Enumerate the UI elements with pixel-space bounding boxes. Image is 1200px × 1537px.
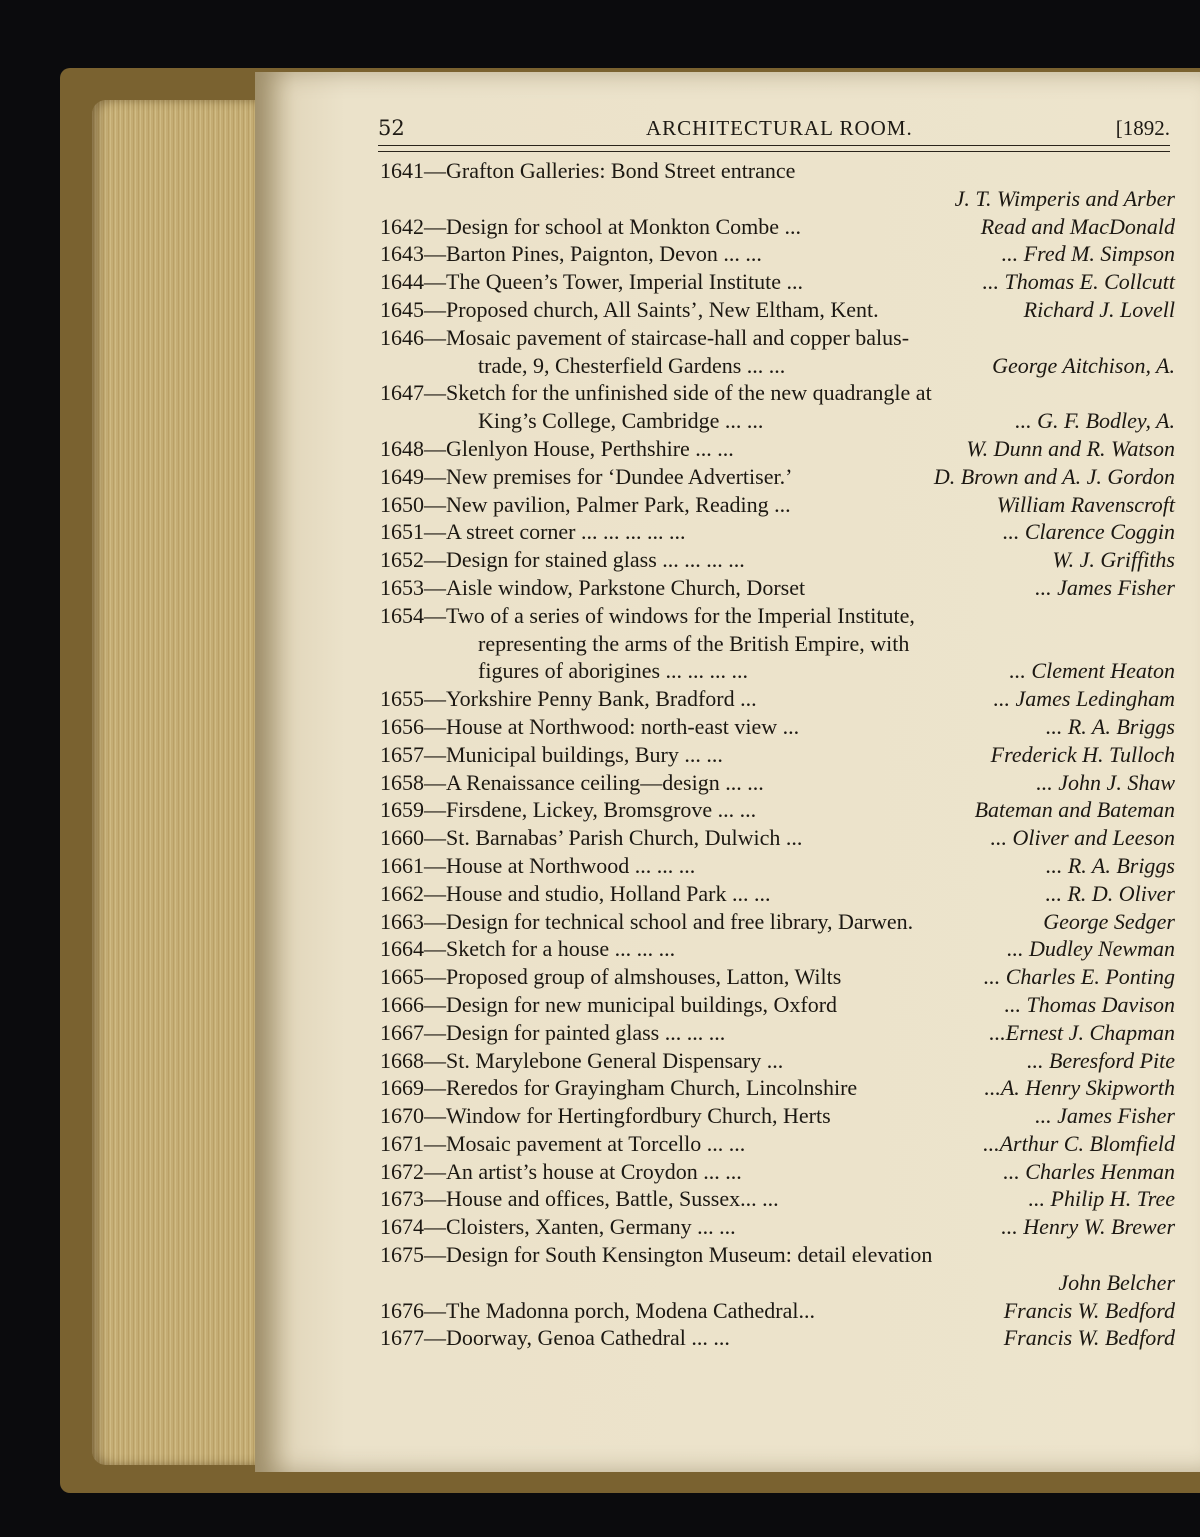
catalogue-entry — [380, 1158, 1175, 1186]
entry-title: 1651—A street corner ... ... ... ... ... — [380, 519, 686, 545]
catalogue-entry — [380, 1019, 1175, 1047]
entry-architect: ...Ernest J. Chapman — [989, 1019, 1175, 1045]
entry-architect: ... Oliver and Leeson — [990, 825, 1175, 851]
catalogue-entry — [380, 157, 1175, 185]
entry-title: 1664—Sketch for a house ... ... ... — [380, 936, 676, 962]
entry-title: 1647—Sketch for the unfinished side of the new quadrangle at — [380, 380, 932, 406]
entry-title: 1666—Design for new municipal buildings, Oxford — [380, 991, 838, 1017]
page-header — [378, 108, 1170, 144]
catalogue-entry — [380, 880, 1175, 908]
catalogue-entry — [380, 1130, 1175, 1158]
entry-architect: Frederick H. Tulloch — [990, 741, 1175, 767]
page-edges — [92, 100, 260, 1465]
catalogue-entry — [380, 713, 1175, 741]
catalogue-entry — [380, 463, 1175, 491]
entry-architect: ... Charles Henman — [1003, 1158, 1175, 1184]
catalogue-entry — [380, 268, 1175, 296]
entry-title: 1676—The Madonna porch, Modena Cathedral... — [380, 1297, 815, 1323]
entry-architect: ... R. A. Briggs — [1045, 852, 1175, 878]
entry-title: 1648—Glenlyon House, Perthshire ... ... — [380, 435, 734, 461]
catalogue-entry — [380, 1074, 1175, 1102]
entry-architect: W. Dunn and R. Watson — [966, 435, 1175, 461]
entry-title: 1673—House and offices, Battle, Sussex... ... — [380, 1186, 779, 1212]
catalogue-entry-continuation — [380, 185, 1175, 213]
catalogue-entry — [380, 935, 1175, 963]
entry-architect: ... Philip H. Tree — [1028, 1186, 1175, 1212]
year-label: [1892. — [1115, 116, 1170, 140]
catalogue-entry — [380, 741, 1175, 769]
entry-architect: John Belcher — [1058, 1269, 1175, 1295]
catalogue-entry — [380, 296, 1175, 324]
catalogue-entry-continuation — [380, 352, 1175, 380]
entry-title: 1649—New premises for ‘Dundee Advertiser.’ — [380, 463, 793, 489]
entry-title: 1668—St. Marylebone General Dispensary ... — [380, 1047, 784, 1073]
catalogue-entry — [380, 852, 1175, 880]
entry-title: 1654—Two of a series of windows for the Imperial Institute, — [380, 602, 915, 628]
catalogue-entry — [380, 769, 1175, 797]
entry-architect: Francis W. Bedford — [1003, 1297, 1175, 1323]
entry-title: 1663—Design for technical school and free library, Darwen. — [380, 908, 914, 934]
catalogue-entry-continuation — [380, 407, 1175, 435]
entry-title: 1641—Grafton Galleries: Bond Street entrance — [380, 158, 796, 183]
entry-architect: ...Arthur C. Blomfield — [983, 1130, 1175, 1156]
catalogue-entry — [380, 1324, 1175, 1352]
entry-title: 1677—Doorway, Genoa Cathedral ... ... — [380, 1325, 730, 1351]
entry-architect: ... James Ledingham — [993, 686, 1175, 712]
entry-title: 1671—Mosaic pavement at Torcello ... ... — [380, 1130, 746, 1156]
entry-architect: ... Henry W. Brewer — [1001, 1214, 1175, 1240]
entry-architect: ... James Fisher — [1035, 1103, 1175, 1129]
catalogue-entry — [380, 1102, 1175, 1130]
entry-title: 1658—A Renaissance ceiling—design ... ... — [380, 769, 764, 795]
catalogue-entry — [380, 546, 1175, 574]
catalogue-entry — [380, 1241, 1175, 1269]
entry-title: 1661—House at Northwood ... ... ... — [380, 852, 696, 878]
entry-title: 1645—Proposed church, All Saints’, New Eltham, Kent. — [380, 296, 879, 322]
entry-title: 1659—Firsdene, Lickey, Bromsgrove ... ... — [380, 797, 757, 823]
catalogue-entry — [380, 491, 1175, 519]
entry-architect: ... Thomas Davison — [1004, 991, 1175, 1017]
entry-architect: Bateman and Bateman — [974, 797, 1175, 823]
catalogue-entry — [380, 991, 1175, 1019]
entry-architect: ... R. A. Briggs — [1045, 713, 1175, 739]
entry-architect: ...A. Henry Skipworth — [984, 1075, 1175, 1101]
entry-title: 1675—Design for South Kensington Museum: detail elevation — [380, 1242, 933, 1268]
catalogue-entry — [380, 324, 1175, 352]
catalogue-entry — [380, 685, 1175, 713]
entry-title: 1665—Proposed group of almshouses, Latton, Wilts — [380, 964, 842, 990]
entry-title: 1660—St. Barnabas’ Parish Church, Dulwich ... — [380, 825, 803, 851]
entry-title: 1644—The Queen’s Tower, Imperial Institute ... — [380, 269, 804, 295]
entry-title: 1657—Municipal buildings, Bury ... ... — [380, 741, 723, 767]
entry-title: 1674—Cloisters, Xanten, Germany ... ... — [380, 1214, 736, 1240]
entry-title: 1672—An artist’s house at Croydon ... ... — [380, 1158, 742, 1184]
entry-architect: ... James Fisher — [1035, 574, 1175, 600]
entry-title: 1656—House at Northwood: north-east view ... — [380, 713, 800, 739]
catalogue-entry-continuation — [380, 630, 1175, 658]
catalogue-entry-continuation — [380, 657, 1175, 685]
entry-architect: ... Dudley Newman — [1006, 936, 1175, 962]
entry-architect: Francis W. Bedford — [1003, 1325, 1175, 1351]
catalogue-entry — [380, 1185, 1175, 1213]
entry-architect: ... Clarence Coggin — [1002, 519, 1175, 545]
catalogue-entry — [380, 213, 1175, 241]
catalogue-entry — [380, 796, 1175, 824]
entry-architect: ... R. D. Oliver — [1045, 880, 1175, 906]
entry-title: 1662—House and studio, Holland Park ... ... — [380, 880, 771, 906]
entry-title: 1643—Barton Pines, Paignton, Devon ... ... — [380, 241, 762, 267]
entry-architect: George Sedger — [1043, 908, 1175, 934]
page-number: 52 — [378, 116, 405, 140]
running-title: ARCHITECTURAL ROOM. — [646, 116, 913, 140]
entry-architect: W. J. Griffiths — [1052, 547, 1175, 573]
entry-title: 1655—Yorkshire Penny Bank, Bradford ... — [380, 686, 757, 712]
entry-title: 1646—Mosaic pavement of staircase-hall and copper balus- — [380, 324, 910, 350]
entry-title: 1669—Reredos for Grayingham Church, Lincolnshire — [380, 1075, 858, 1101]
catalogue-entries — [380, 157, 1175, 1352]
catalogue-entry — [380, 574, 1175, 602]
entry-architect: ... G. F. Bodley, A. — [1015, 408, 1175, 434]
catalogue-entry — [380, 602, 1175, 630]
entry-architect: D. Brown and A. J. Gordon — [933, 463, 1175, 489]
entry-title: 1667—Design for painted glass ... ... ... — [380, 1019, 726, 1045]
catalogue-entry — [380, 963, 1175, 991]
entry-architect: ... Charles E. Ponting — [983, 964, 1175, 990]
entry-architect: ... John J. Shaw — [1036, 769, 1175, 795]
catalogue-entry — [380, 379, 1175, 407]
catalogue-entry — [380, 908, 1175, 936]
entry-architect: ... Clement Heaton — [1009, 658, 1175, 684]
catalogue-entry — [380, 1213, 1175, 1241]
entry-architect: ... Thomas E. Collcutt — [982, 269, 1175, 295]
entry-architect: J. T. Wimperis and Arber — [954, 185, 1175, 211]
catalogue-entry — [380, 824, 1175, 852]
entry-title: 1650—New pavilion, Palmer Park, Reading ... — [380, 491, 791, 517]
entry-architect: William Ravenscroft — [996, 491, 1175, 517]
entry-title: figures of aborigines ... ... ... ... — [478, 658, 749, 684]
catalogue-entry — [380, 1297, 1175, 1325]
entry-architect: Read and MacDonald — [980, 213, 1175, 239]
entry-title: 1652—Design for stained glass ... ... ... ... — [380, 547, 745, 573]
entry-title: representing the arms of the British Empire, with — [478, 630, 910, 656]
catalogue-entry-continuation — [380, 1269, 1175, 1297]
entry-title: trade, 9, Chesterfield Gardens ... ... — [478, 352, 786, 378]
entry-architect: ... Beresford Pite — [1026, 1047, 1175, 1073]
entry-architect: ... Fred M. Simpson — [1001, 241, 1175, 267]
header-rule — [378, 145, 1170, 152]
entry-architect: Richard J. Lovell — [1023, 296, 1175, 322]
entry-architect: George Aitchison, A. — [992, 352, 1175, 378]
catalogue-entry — [380, 518, 1175, 546]
catalogue-entry — [380, 1047, 1175, 1075]
entry-title: 1653—Aisle window, Parkstone Church, Dorset — [380, 574, 806, 600]
catalogue-entry — [380, 240, 1175, 268]
entry-title: 1670—Window for Hertingfordbury Church, Herts — [380, 1103, 831, 1129]
entry-title: King’s College, Cambridge ... ... — [478, 408, 764, 434]
catalogue-entry — [380, 435, 1175, 463]
entry-title: 1642—Design for school at Monkton Combe ... — [380, 213, 802, 239]
